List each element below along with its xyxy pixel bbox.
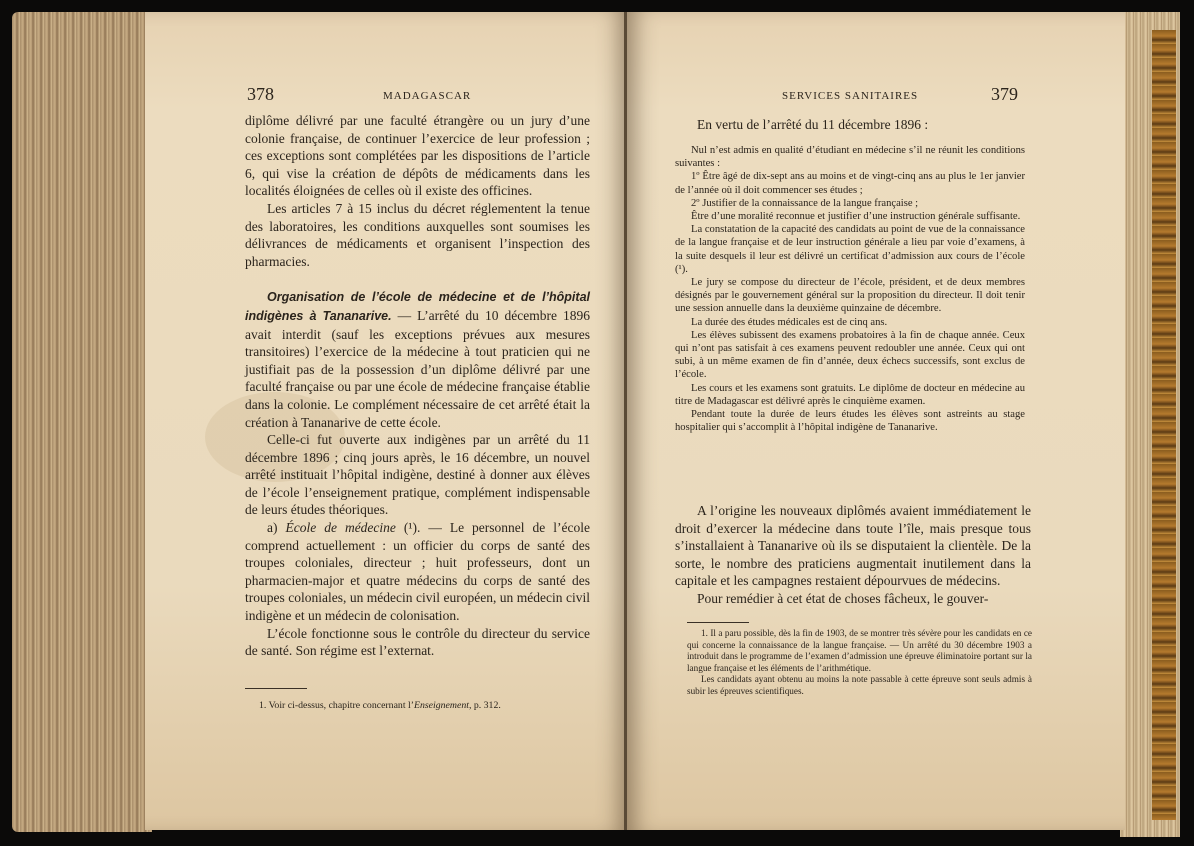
paragraph: Celle-ci fut ouverte aux indigènes par un arrêté du 11 décembre 1896 ; cinq jours après, le 16 décembre, un nouvel arrêté instituait l’hôpital indigène, destiné à donner aux élèves de l’école l’enseignement pratique, complément indispensable de leurs études théoriques. xyxy=(245,432,590,518)
quote-paragraph: Pendant toute la durée de leurs études les élèves sont astreints au stage hospitalier qui s’accomplit à l’hôpital indigène de Tananarive. xyxy=(675,409,1025,434)
footnote-text: 1. Voir ci-dessus, chapitre concernant l’ xyxy=(259,700,414,711)
footnote-rule xyxy=(687,622,749,623)
subsection-text: — Le personnel de l’école comprend actuellement : un officier du corps de santé des troupes coloniales, directeur ; huit professeurs, dont un pharmacien-major et quatre médecins du corps de santé des troupes coloniales, un médecin civil européen, un médecin civil indigène et un médecin de colonisation. xyxy=(245,520,590,624)
quote-paragraph: 1º Être âgé de dix-sept ans au moins et de vingt-cinq ans au plus le 1er janvier de l’année où il doit commencer ses études ; xyxy=(675,171,1025,196)
intro-line xyxy=(675,116,1035,134)
right-body xyxy=(675,502,1031,608)
book-cover-edge xyxy=(1152,30,1176,820)
quote-paragraph: Être d’une moralité reconnue et justifier d’une instruction générale suffisante. xyxy=(691,211,1021,223)
left-page xyxy=(145,12,627,830)
subsection-heading: École de médecine xyxy=(285,520,396,536)
footnote: Les candidats ayant obtenu au moins la note passable à cette épreuve sont seuls admis à subir les épreuves scientifiques. xyxy=(687,674,1032,696)
running-head: SERVICES SANITAIRES xyxy=(782,90,919,102)
paragraph: L’école fonctionne sous le contrôle du directeur du service de santé. Son régime est l’externat. xyxy=(245,625,590,659)
right-footnotes xyxy=(687,628,1032,698)
footnote-ref: (¹). xyxy=(395,520,421,536)
footnote-rule xyxy=(245,688,307,689)
quote-paragraph: Les élèves subissent des examens probatoires à la fin de chaque année. Ceux qui n’ont pas satisfait à ces examens peuvent redoubler une année. Ceux qui ont subi, à un même examen de fin d’année, deux échecs successifs, sont exclus de l’école. xyxy=(675,329,1025,381)
paragraph: Pour remédier à cet état de choses fâcheux, le gouver- xyxy=(697,590,989,606)
quote-paragraph: Les cours et les examens sont gratuits. Le diplôme de docteur en médecine au titre de Madagascar est délivré après le cinquième examen. xyxy=(675,382,1025,407)
paragraph: diplôme délivré par une faculté étrangère ou un jury d’une colonie française, de continuer l’exercice de leur profession ; ces exceptions sont complétées par les dispositions de l’article 6, qui vise la création de dépôts de médicaments dans les localités éloignées de celles où il existe des officines. xyxy=(245,113,590,199)
footnote-text: , p. 312. xyxy=(468,700,501,711)
paragraph: En vertu de l’arrêté du 11 décembre 1896 : xyxy=(697,117,929,132)
page-number: 378 xyxy=(247,84,274,104)
running-head: MADAGASCAR xyxy=(383,90,472,102)
left-footnote xyxy=(245,700,590,713)
decree-quote xyxy=(675,144,1025,434)
quote-paragraph: 2º Justifier de la connaissance de la langue française ; xyxy=(691,197,919,209)
page-number: 379 xyxy=(991,84,1018,104)
footnote: 1. Il a paru possible, dès la fin de 1903, de se montrer très sévère pour les candidats en ce qui concerne la connaissance de la langue française. — Un arrêté du 30 décembre 1903 a introduit dans le programme de l’examen d’admission une épreuve éliminatoire portant sur la langue française et les éléments de l’arithmétique. xyxy=(687,628,1032,673)
section-paragraph xyxy=(245,288,590,431)
left-page-edges xyxy=(12,12,152,832)
subsection-paragraph xyxy=(245,519,590,625)
left-body xyxy=(245,112,590,660)
quote-paragraph: La durée des études médicales est de cinq ans. xyxy=(691,316,888,328)
section-heading: Organisation de l’école de médecine et de l’hôpital indigènes à Tananarive. xyxy=(245,290,590,323)
subsection-label: a) xyxy=(267,520,286,536)
paragraph: A l’origine les nouveaux diplômés avaient immédiatement le droit d’exercer la médecine dans toute l’île, mais presque tous s’installaient à Tananarive où ils se disputaient la clientèle. De la sorte, le nombre des praticiens augmentait inutilement dans la capitale et les campagnes restaient dépourvues de médecins. xyxy=(675,503,1031,589)
quote-paragraph: Le jury se compose du directeur de l’école, président, et de deux membres désignés par le gouvernement général sur la proposition du directeur. Il doit tenir une session annuelle dans la deuxième quinzaine de décembre. xyxy=(675,277,1025,315)
right-page xyxy=(627,12,1125,830)
footnote-italic: Enseignement xyxy=(413,700,469,711)
quote-paragraph: Nul n’est admis en qualité d’étudiant en médecine s’il ne réunit les conditions suivantes : xyxy=(675,145,1025,170)
quote-paragraph: La constatation de la capacité des candidats au point de vue de la connaissance de la langue française et de leur instruction générale a lieu par voie d’examens, à la suite desquels il leur est délivré un certificat d’admission aux cours de l’école (¹). xyxy=(675,224,1025,275)
footnote xyxy=(245,700,590,713)
section-text: — L’arrêté du 10 décembre 1896 avait interdit (sauf les exceptions prévues aux mesures transitoires) l’exercice de la médecine à tout praticien qui ne justifiait pas de la possession d’un diplôme délivré par une faculté française ou par une école de médecine française établie dans la colonie. Le complément nécessaire de cet arrêté était la création à Tananarive de cette école. xyxy=(245,307,590,430)
paragraph: Les articles 7 à 15 inclus du décret réglementent la tenue des laboratoires, les conditions auxquelles sont soumises les délivrances de médicaments et organisent l’inspection des pharmacies. xyxy=(245,200,590,269)
